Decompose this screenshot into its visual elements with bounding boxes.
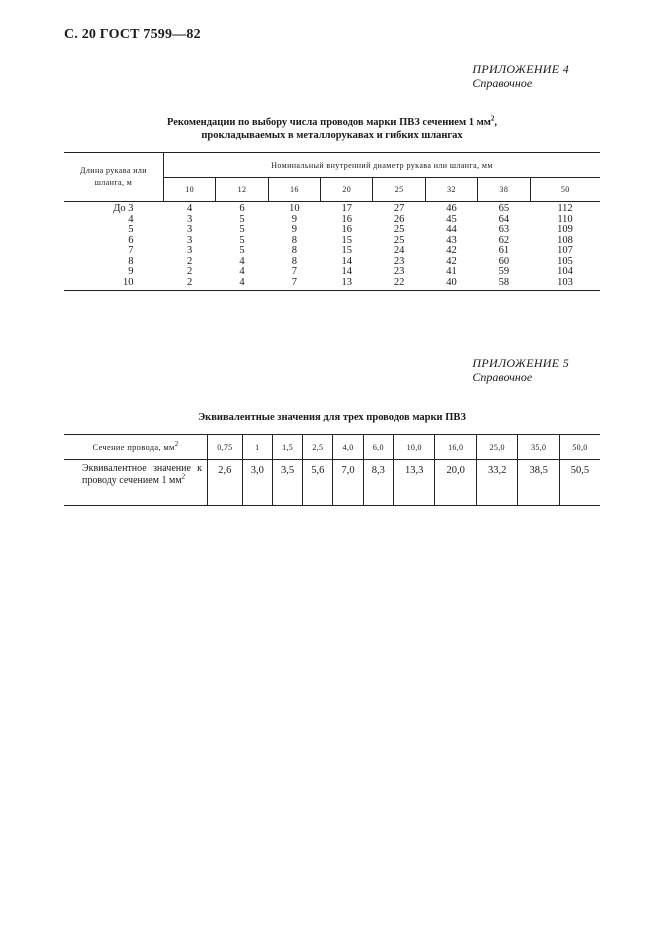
wire-count-cell: 3 xyxy=(187,245,193,256)
wire-count-cell: 6 xyxy=(239,203,245,214)
table-row xyxy=(64,202,600,215)
wire-count-cell: 109 xyxy=(557,224,573,235)
wire-count-cell: 2 xyxy=(187,255,193,267)
section-cell: 0,75 xyxy=(208,435,243,460)
appendix-4-title: ПРИЛОЖЕНИЕ 4 xyxy=(472,62,569,76)
wire-count-cell: 110 xyxy=(557,213,573,225)
wire-count-cell: 13 xyxy=(321,278,373,291)
section-cell: 6,0 xyxy=(363,435,393,460)
diameter-header-cell: 10 xyxy=(164,178,216,202)
appendix-5-heading xyxy=(472,356,569,384)
length-column-header: Длина рукава или шланга, м xyxy=(64,153,164,202)
wire-count-cell: 62 xyxy=(498,234,510,246)
table-1-title xyxy=(64,116,600,142)
table-row xyxy=(64,236,600,247)
length-cell: 8 xyxy=(128,255,134,267)
equivalent-values-table xyxy=(64,434,600,506)
section-header-label xyxy=(64,435,208,460)
equivalent-value-label xyxy=(64,460,208,506)
wire-count-cell: 7 xyxy=(291,266,298,277)
diameter-span-header: Номинальный внутренний диаметр рукава или шланга, мм xyxy=(164,153,601,178)
wire-count-cell: 60 xyxy=(498,255,510,267)
wire-count-cell: 105 xyxy=(557,255,573,267)
wire-count-cell: 44 xyxy=(446,224,457,235)
diameter-header-cell: 38 xyxy=(478,178,530,202)
length-cell: 6 xyxy=(128,234,134,246)
equivalent-value-cell: 2,6 xyxy=(208,460,243,506)
equivalent-value-cell: 33,2 xyxy=(476,460,518,506)
wire-count-cell: 65 xyxy=(498,203,510,214)
equivalent-value-cell: 3,0 xyxy=(242,460,272,506)
appendix-4-subtitle: Справочное xyxy=(472,76,533,90)
appendix-5-subtitle: Справочное xyxy=(472,370,533,384)
wire-count-cell: 104 xyxy=(557,266,573,277)
wire-count-cell: 63 xyxy=(498,224,510,235)
wire-count-cell: 25 xyxy=(393,234,405,246)
wire-count-cell: 27 xyxy=(393,203,405,214)
length-cell: 5 xyxy=(128,224,134,235)
diameter-header-cell: 20 xyxy=(321,178,373,202)
table-row xyxy=(64,225,600,236)
wire-count-cell: 3 xyxy=(187,234,193,246)
section-cell: 2,5 xyxy=(303,435,333,460)
wire-count-cell: 45 xyxy=(446,213,457,225)
table-row xyxy=(64,267,600,278)
wire-count-cell: 9 xyxy=(291,213,298,225)
wire-count-cell: 4 xyxy=(239,266,245,277)
equivalent-value-cell: 8,3 xyxy=(363,460,393,506)
wire-count-cell: 108 xyxy=(557,234,573,246)
wire-count-table xyxy=(64,152,600,291)
section-cell: 16,0 xyxy=(435,435,477,460)
wire-count-cell: 61 xyxy=(498,245,510,256)
length-cell: 4 xyxy=(128,213,134,225)
equivalent-value-cell: 20,0 xyxy=(435,460,477,506)
section-cell: 25,0 xyxy=(476,435,518,460)
wire-count-cell: 2 xyxy=(164,278,216,291)
wire-count-cell: 42 xyxy=(446,245,457,256)
equivalent-value-sup: 2 xyxy=(181,472,186,481)
table-1-title-tail: , xyxy=(494,117,498,128)
section-cell: 50,0 xyxy=(559,435,600,460)
wire-count-cell: 59 xyxy=(498,266,510,277)
equivalent-value-cell: 7,0 xyxy=(333,460,363,506)
wire-count-cell: 64 xyxy=(498,213,510,225)
section-cell: 1 xyxy=(242,435,272,460)
wire-count-cell: 4 xyxy=(187,203,193,214)
wire-count-cell: 41 xyxy=(446,266,457,277)
wire-count-cell: 5 xyxy=(239,224,245,235)
wire-count-cell: 24 xyxy=(393,245,405,256)
equivalent-value-cell: 5,6 xyxy=(303,460,333,506)
wire-count-cell: 22 xyxy=(373,278,425,291)
section-header-sup: 2 xyxy=(174,440,179,449)
diameter-header-cell: 32 xyxy=(425,178,477,202)
wire-count-cell: 112 xyxy=(557,203,573,214)
diameter-header-cell: 25 xyxy=(373,178,425,202)
wire-count-cell: 5 xyxy=(239,213,245,225)
diameter-header-cell: 16 xyxy=(268,178,320,202)
length-cell: До 3 xyxy=(113,203,134,214)
wire-count-cell: 43 xyxy=(446,234,457,246)
appendix-4-heading xyxy=(472,62,569,90)
wire-count-cell: 2 xyxy=(187,266,193,277)
wire-count-cell: 107 xyxy=(557,245,573,256)
table-1-title-line2: прокладываемых в металлорукавах и гибких шлангах xyxy=(201,130,463,141)
wire-count-cell: 5 xyxy=(239,234,245,246)
section-header-text: Сечение провода, мм xyxy=(92,442,175,452)
wire-count-cell: 10 xyxy=(289,203,300,214)
wire-count-cell: 3 xyxy=(187,224,193,235)
diameter-header-cell: 50 xyxy=(560,185,570,194)
length-cell: 10 xyxy=(64,278,164,291)
wire-count-cell: 3 xyxy=(187,213,193,225)
appendix-5-title: ПРИЛОЖЕНИЕ 5 xyxy=(472,356,569,370)
wire-count-cell: 5 xyxy=(239,245,245,256)
wire-count-cell: 9 xyxy=(291,224,298,235)
table-row xyxy=(64,257,600,268)
table-row xyxy=(64,215,600,226)
wire-count-cell: 14 xyxy=(341,255,352,267)
table-row xyxy=(64,246,600,257)
wire-count-cell: 58 xyxy=(478,278,530,291)
diameter-header-cell: 12 xyxy=(216,178,268,202)
section-cell: 4,0 xyxy=(333,435,363,460)
wire-count-cell: 17 xyxy=(341,203,352,214)
length-cell: 9 xyxy=(128,266,134,277)
wire-count-cell: 23 xyxy=(393,266,405,277)
equivalent-value-cell: 3,5 xyxy=(272,460,302,506)
wire-count-cell: 42 xyxy=(446,255,457,267)
page-header: С. 20 ГОСТ 7599—82 xyxy=(64,27,201,42)
table-1-title-sup: 2 xyxy=(490,114,495,123)
wire-count-cell: 25 xyxy=(393,224,405,235)
wire-count-cell: 15 xyxy=(341,245,352,256)
equivalent-value-cell: 38,5 xyxy=(518,460,560,506)
wire-count-cell: 46 xyxy=(446,203,457,214)
wire-count-cell: 16 xyxy=(341,213,352,225)
wire-count-cell: 8 xyxy=(291,245,298,256)
section-cell: 35,0 xyxy=(518,435,560,460)
wire-count-cell: 26 xyxy=(393,213,405,225)
wire-count-cell: 7 xyxy=(268,278,320,291)
equivalent-value-cell: 50,5 xyxy=(559,460,600,506)
wire-count-cell: 8 xyxy=(291,234,298,246)
equivalent-value-cell: 13,3 xyxy=(393,460,435,506)
wire-count-cell: 16 xyxy=(341,224,352,235)
table-2-title: Эквивалентные значения для трех проводов марки ПВЗ xyxy=(198,412,466,423)
equivalent-value-text: Эквивалентное значение к проводу сечением 1 мм xyxy=(82,463,202,486)
table-1-title-line1: Рекомендации по выбору числа проводов марки ПВЗ сечением 1 мм xyxy=(166,117,491,128)
wire-count-cell: 8 xyxy=(291,255,298,267)
wire-count-cell: 4 xyxy=(239,255,245,267)
wire-count-cell: 23 xyxy=(393,255,405,267)
length-cell: 7 xyxy=(128,245,134,256)
section-cell: 10,0 xyxy=(393,435,435,460)
wire-count-cell: 4 xyxy=(216,278,268,291)
wire-count-cell: 40 xyxy=(425,278,477,291)
table-row xyxy=(64,278,600,291)
wire-count-cell: 14 xyxy=(341,266,352,277)
wire-count-cell: 103 xyxy=(530,278,600,291)
section-cell: 1,5 xyxy=(272,435,302,460)
wire-count-cell: 15 xyxy=(341,234,352,246)
